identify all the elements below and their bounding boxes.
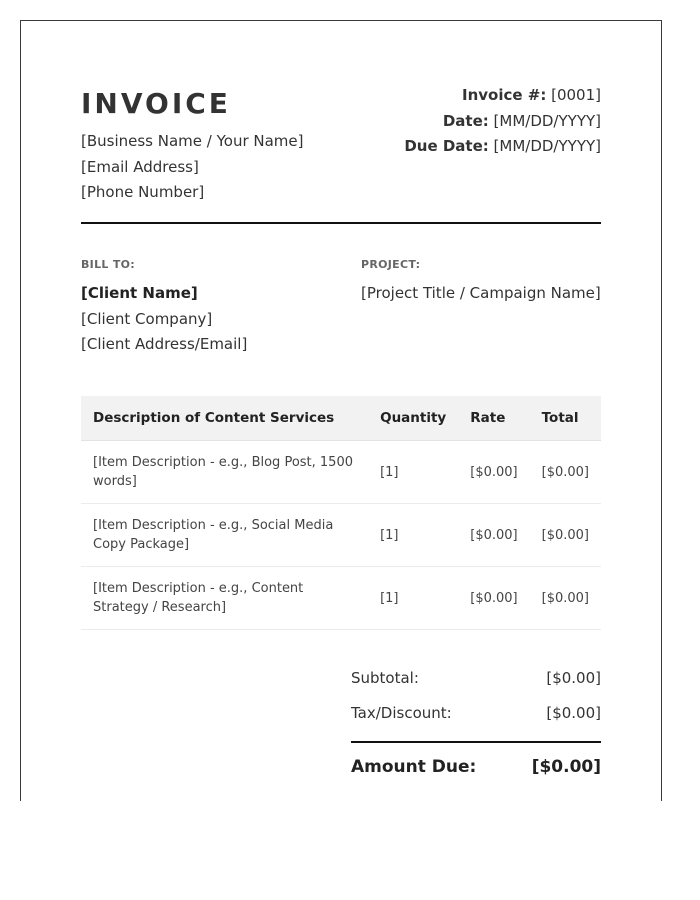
business-phone: [Phone Number] xyxy=(81,183,205,201)
due-date-row xyxy=(404,134,601,160)
table-row xyxy=(81,567,601,630)
invoice-number-row xyxy=(404,83,601,109)
business-info xyxy=(81,129,304,206)
totals-block xyxy=(351,665,601,777)
table-header-row xyxy=(81,396,601,441)
project-title: [Project Title / Campaign Name] xyxy=(361,284,601,302)
column-header-quantity: Quantity xyxy=(368,396,458,441)
invoice-date-label: Date: xyxy=(442,111,489,130)
tax-label: Tax/Discount: xyxy=(351,704,452,722)
column-header-rate: Rate xyxy=(458,396,529,441)
bill-to-block xyxy=(81,281,247,358)
invoice-date-row xyxy=(404,109,601,135)
invoice-date-value: [MM/DD/YYYY] xyxy=(493,111,601,130)
subtotal-label: Subtotal: xyxy=(351,669,419,687)
amount-due-row xyxy=(351,757,601,777)
invoice-meta xyxy=(404,83,601,160)
column-header-total: Total xyxy=(530,396,601,441)
invoice-number-value: [0001] xyxy=(551,86,601,104)
bill-to-label: BILL TO: xyxy=(81,258,135,271)
item-quantity: [1] xyxy=(368,567,458,630)
amount-due-value: [$0.00] xyxy=(531,757,601,777)
client-name: [Client Name] xyxy=(81,284,198,302)
business-email: [Email Address] xyxy=(81,157,199,176)
invoice-title: INVOICE xyxy=(81,87,231,120)
item-quantity: [1] xyxy=(368,504,458,567)
business-name: [Business Name / Your Name] xyxy=(81,132,304,150)
amount-due-label: Amount Due: xyxy=(351,757,477,777)
item-rate: [$0.00] xyxy=(458,441,529,504)
column-header-description: Description of Content Services xyxy=(81,396,368,441)
subtotal-value: [$0.00] xyxy=(546,669,601,687)
due-date-value: [MM/DD/YYYY] xyxy=(493,137,601,155)
invoice-page xyxy=(20,20,662,801)
due-date-label: Due Date: xyxy=(404,137,489,155)
tax-value: [$0.00] xyxy=(546,704,601,722)
client-company: [Client Company] xyxy=(81,309,213,328)
item-description: [Item Description - e.g., Social Media Copy Package] xyxy=(81,504,368,567)
table-row xyxy=(81,504,601,567)
item-rate: [$0.00] xyxy=(458,504,529,567)
item-description: [Item Description - e.g., Content Strategy / Research] xyxy=(81,567,368,630)
item-rate: [$0.00] xyxy=(458,567,529,630)
invoice-number-label: Invoice #: xyxy=(461,86,547,104)
project-label: PROJECT: xyxy=(361,258,421,271)
table-row xyxy=(81,441,601,504)
items-table xyxy=(81,396,601,630)
item-total: [$0.00] xyxy=(530,567,601,630)
item-quantity: [1] xyxy=(368,441,458,504)
tax-row xyxy=(351,700,601,735)
header-divider xyxy=(81,222,601,224)
subtotal-row xyxy=(351,665,601,700)
item-description: [Item Description - e.g., Blog Post, 1500 words] xyxy=(81,441,368,504)
totals-divider xyxy=(351,741,601,743)
item-total: [$0.00] xyxy=(530,441,601,504)
client-address: [Client Address/Email] xyxy=(81,335,248,353)
item-total: [$0.00] xyxy=(530,504,601,567)
